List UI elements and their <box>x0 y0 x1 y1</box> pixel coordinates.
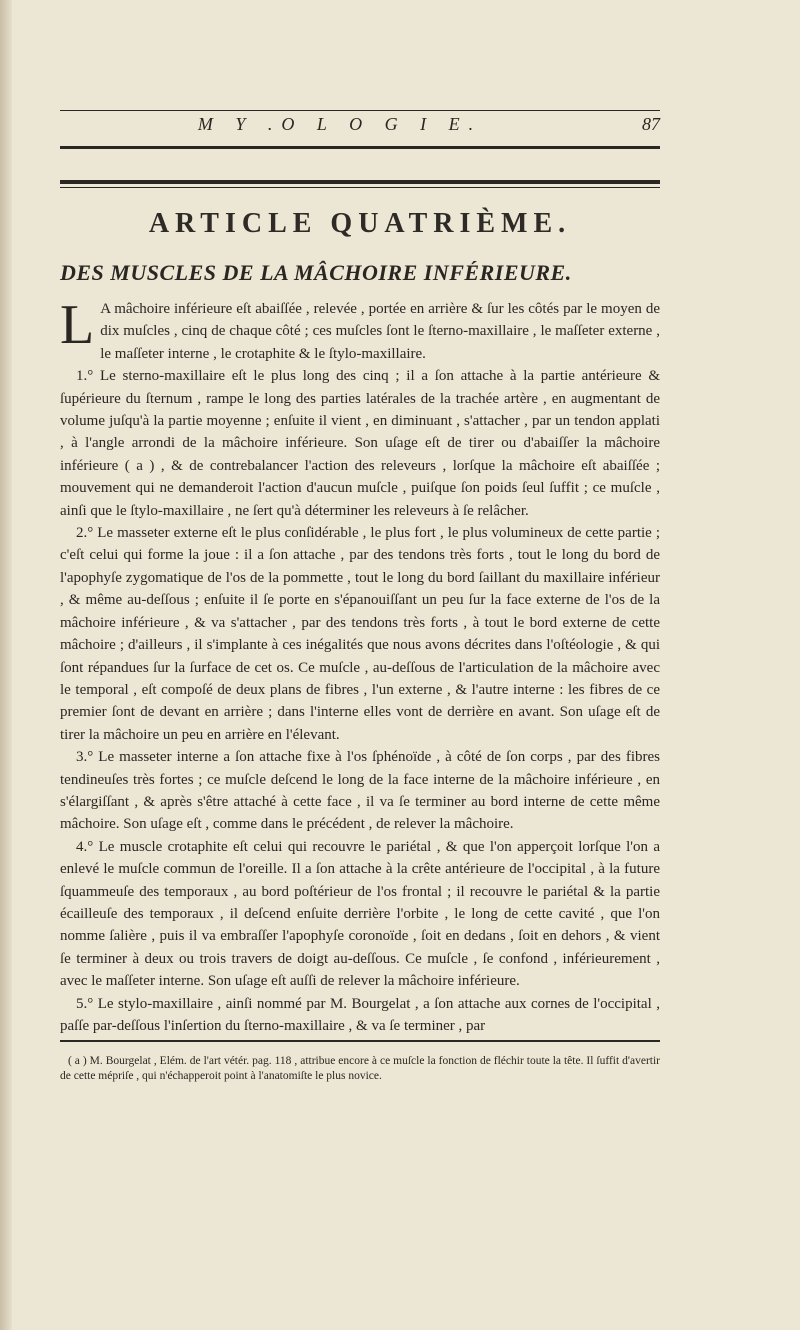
paragraph-intro: L A mâchoire inférieure eſt abaiſſée , relevée , portée en arrière & ſur les côtés par le moyen de dix muſcles , cinq de chaque côté ; ces muſcles ſont le ſterno-maxillaire , le maſſeter externe , le maſſeter interne , le crotaphite & le ſtylo-maxillaire. <box>60 294 660 362</box>
paragraph-sterno-maxillaire: 1.° Le sterno-maxillaire eſt le plus long des cinq ; il a ſon attache à la partie antérieure & ſupérieure du ſternum , rampe le long des parties latérales de la trachée artère , en augmentant de volume juſqu'à la partie moyenne ; enſuite il vient , en diminuant , s'attacher , par un tendon applati , à l'angle arrondi de la mâchoire inférieure. Son uſage eſt de tirer ou d'abaiſſer la mâchoire inférieure ( a ) , & de contrebalancer l'action des releveurs , lorſque la mâchoire eſt abaiſſée ; mouvement qui ne demanderoit l'action d'aucun muſcle , puiſque ſon poids ſeul ſuffit ; ce muſcle , ainſi que le ſtylo-maxillaire , ne ſert qu'à déterminer les releveurs à ſe relâcher. <box>60 368 660 519</box>
ornament-rule-thick <box>60 180 660 184</box>
body-text <box>60 294 660 1037</box>
paragraph-crotaphite: 4.° Le muscle crotaphite eſt celui qui recouvre le pariétal , & que l'on apperçoit lorſque l'on a enlevé le muſcle commun de l'oreille. Il a ſon attache à la crête antérieure de l'occipital , à la future ſquammeuſe des temporaux , au bord poſtérieur de l'os frontal ; il recouvre le pariétal & la partie écailleuſe des temporaux , il deſcend enſuite derrière l'orbite , le long de cette cavité , que l'on nomme ſalière , puis il va embraſſer l'apophyſe coronoïde , ſoit en dedans , ſoit en dehors , & vient ſe terminer à deux ou trois travers de doigt au-deſſous. Ce muſcle , ſe confond , inférieurement , avec le maſſeter interne. Son uſage eſt auſſi de relever la mâchoire inférieure. <box>60 838 660 990</box>
page-number: 87 <box>642 114 660 134</box>
page-gutter <box>0 0 12 1330</box>
footnote-rule <box>60 1040 660 1042</box>
header-rule-bottom <box>60 146 660 149</box>
footnote-text: ( a ) M. Bourgelat , Elém. de l'art vétér. pag. 118 , attribue encore à ce muſcle la fonction de fléchir toute la tête. Il ſuffit d'avertir de cette mépriſe , qui n'échapperoit point à l'anatomiſte le plus novice. <box>60 1055 660 1082</box>
paragraph-stylo-maxillaire: 5.° Le stylo-maxillaire , ainſi nommé par M. Bourgelat , a ſon attache aux cornes de l'occipital , paſſe par-deſſous l'inſertion du ſterno-maxillaire , & va ſe terminer , par <box>60 995 660 1034</box>
running-head <box>60 114 660 138</box>
paragraph-masseter-interne: 3.° Le masseter interne a ſon attache fixe à l'os ſphénoïde , à côté de ſon corps , par des fibres tendineuſes très fortes ; ce muſcle deſcend le long de la face interne de la mâchoire inférieure , en s'élargiſſant , & après s'être attaché à cette face , il va ſe terminer au bord interne de cette même mâchoire. Son uſage eſt , comme dans le précédent , de relever la mâchoire. <box>60 749 660 833</box>
ornament-rule-thin <box>60 187 660 188</box>
running-head-title: M Y .O L O G I E. <box>197 114 483 134</box>
footnote <box>60 1054 660 1084</box>
header-rule-top <box>60 110 660 111</box>
article-title: ARTICLE QUATRIÈME. <box>148 208 572 239</box>
paragraph-masseter-externe: 2.° Le masseter externe eſt le plus conſidérable , le plus fort , le plus volumineux de cette partie ; c'eſt celui qui forme la joue : il a ſon attache , par des tendons très forts , tout le long du bord de l'apophyſe zygomatique de l'os de la pommette , tout le long du bord ſaillant du maxillaire inférieur , & même au-deſſous ; enſuite il ſe porte en s'épanouiſſant un peu ſur la face externe de l'os de la mâchoire inférieure , & va s'attacher , par des tendons très forts , à tout le bord externe de cette mâchoire ; d'ailleurs , il s'implante à ces inégalités que nous avons décrites dans l'oſtéologie , & qui ſont répandues ſur la ſurface de cet os. Ce muſcle , au-deſſous de l'articulation de la mâchoire avec le temporal , eſt compoſé de deux plans de fibres , l'un externe , & l'autre interne : les fibres de ce premier ſont de devant en arrière ; dans l'interne elles vont de derrière en avant. Son uſage eſt de tirer la mâchoire un peu en arrière en l'élevant. <box>60 525 660 743</box>
article-subtitle: DES MUSCLES DE LA MÂCHOIRE INFÉRIEURE. <box>60 260 572 285</box>
drop-cap: L <box>60 294 95 356</box>
